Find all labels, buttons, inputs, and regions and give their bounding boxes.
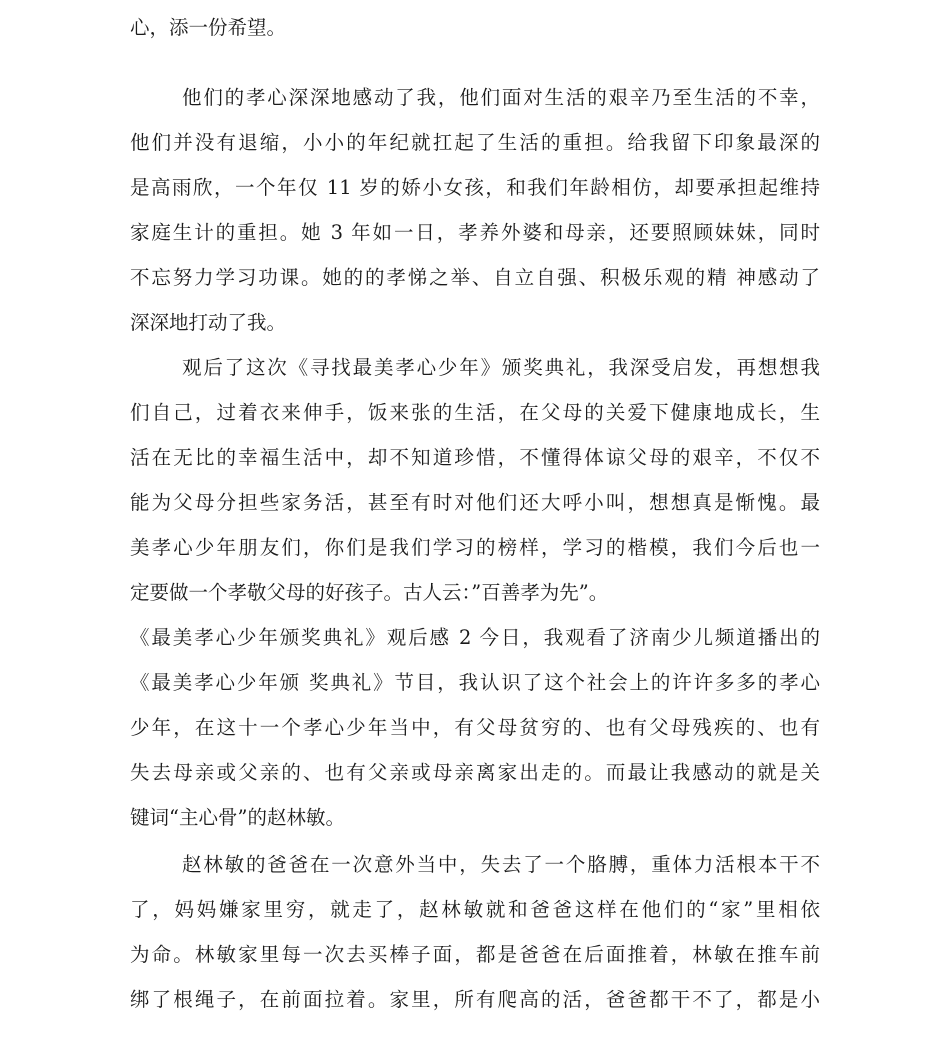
text-line: 们自己，过着衣来伸手，饭来张的生活，在父母的关爱下健康地成长，生 [130,401,820,424]
text-line: 失去母亲或父亲的、也有父亲或母亲离家出走的。而最让我感动的就是关 [130,761,820,784]
text-line: 少年，在这十一个孝心少年当中，有父母贫穷的、也有父母残疾的、也有 [130,716,820,739]
text-line: 观后了这次《寻找最美孝心少年》颁奖典礼，我深受启发，再想想我 [182,356,820,379]
text-line: 了，妈妈嫌家里穷，就走了，赵林敏就和爸爸这样在他们的“家”里相依 [130,898,820,921]
text-line: 活在无比的幸福生活中，却不知道珍惜，不懂得体谅父母的艰辛，不仅不 [130,446,820,469]
text-line: 是高雨欣，一个年仅 11 岁的娇小女孩，和我们年龄相仿，却要承担起维持 [130,176,820,199]
text-line: 《最美孝心少年颁奖典礼》观后感 2 今日，我观看了济南少儿频道播出的 [130,626,820,649]
text-line: 《最美孝心少年颁 奖典礼》节目，我认识了这个社会上的许许多多的孝心 [130,671,820,694]
text-line: 他们的孝心深深地感动了我，他们面对生活的艰辛乃至生活的不幸， [182,86,820,109]
text-line: 他们并没有退缩，小小的年纪就扛起了生活的重担。给我留下印象最深的 [130,131,820,154]
text-line: 定要做一个孝敬父母的好孩子。古人云：”百善孝为先”。 [130,581,609,604]
text-line: 键词“主心骨”的赵林敏。 [130,806,345,829]
text-line: 深深地打动了我。 [130,311,287,334]
text-line: 不忘努力学习功课。她的的孝悌之举、自立自强、积极乐观的精 神感动了 [130,266,820,289]
text-line: 心，添一份希望。 [130,16,287,39]
text-line: 能为父母分担些家务活，甚至有时对他们还大呼小叫，想想真是惭愧。最 [130,491,820,514]
text-line: 为命。林敏家里每一次去买棒子面，都是爸爸在后面推着，林敏在推车前 [130,943,820,966]
text-line: 绑了根绳子，在前面拉着。家里，所有爬高的活，爸爸都干不了，都是小 [130,988,820,1011]
text-line: 家庭生计的重担。她 3 年如一日，孝养外婆和母亲，还要照顾妹妹，同时 [130,221,820,244]
text-line: 美孝心少年朋友们，你们是我们学习的榜样，学习的楷模，我们今后也一 [130,536,820,559]
text-line: 赵林敏的爸爸在一次意外当中，失去了一个胳膊，重体力活根本干不 [182,853,820,876]
